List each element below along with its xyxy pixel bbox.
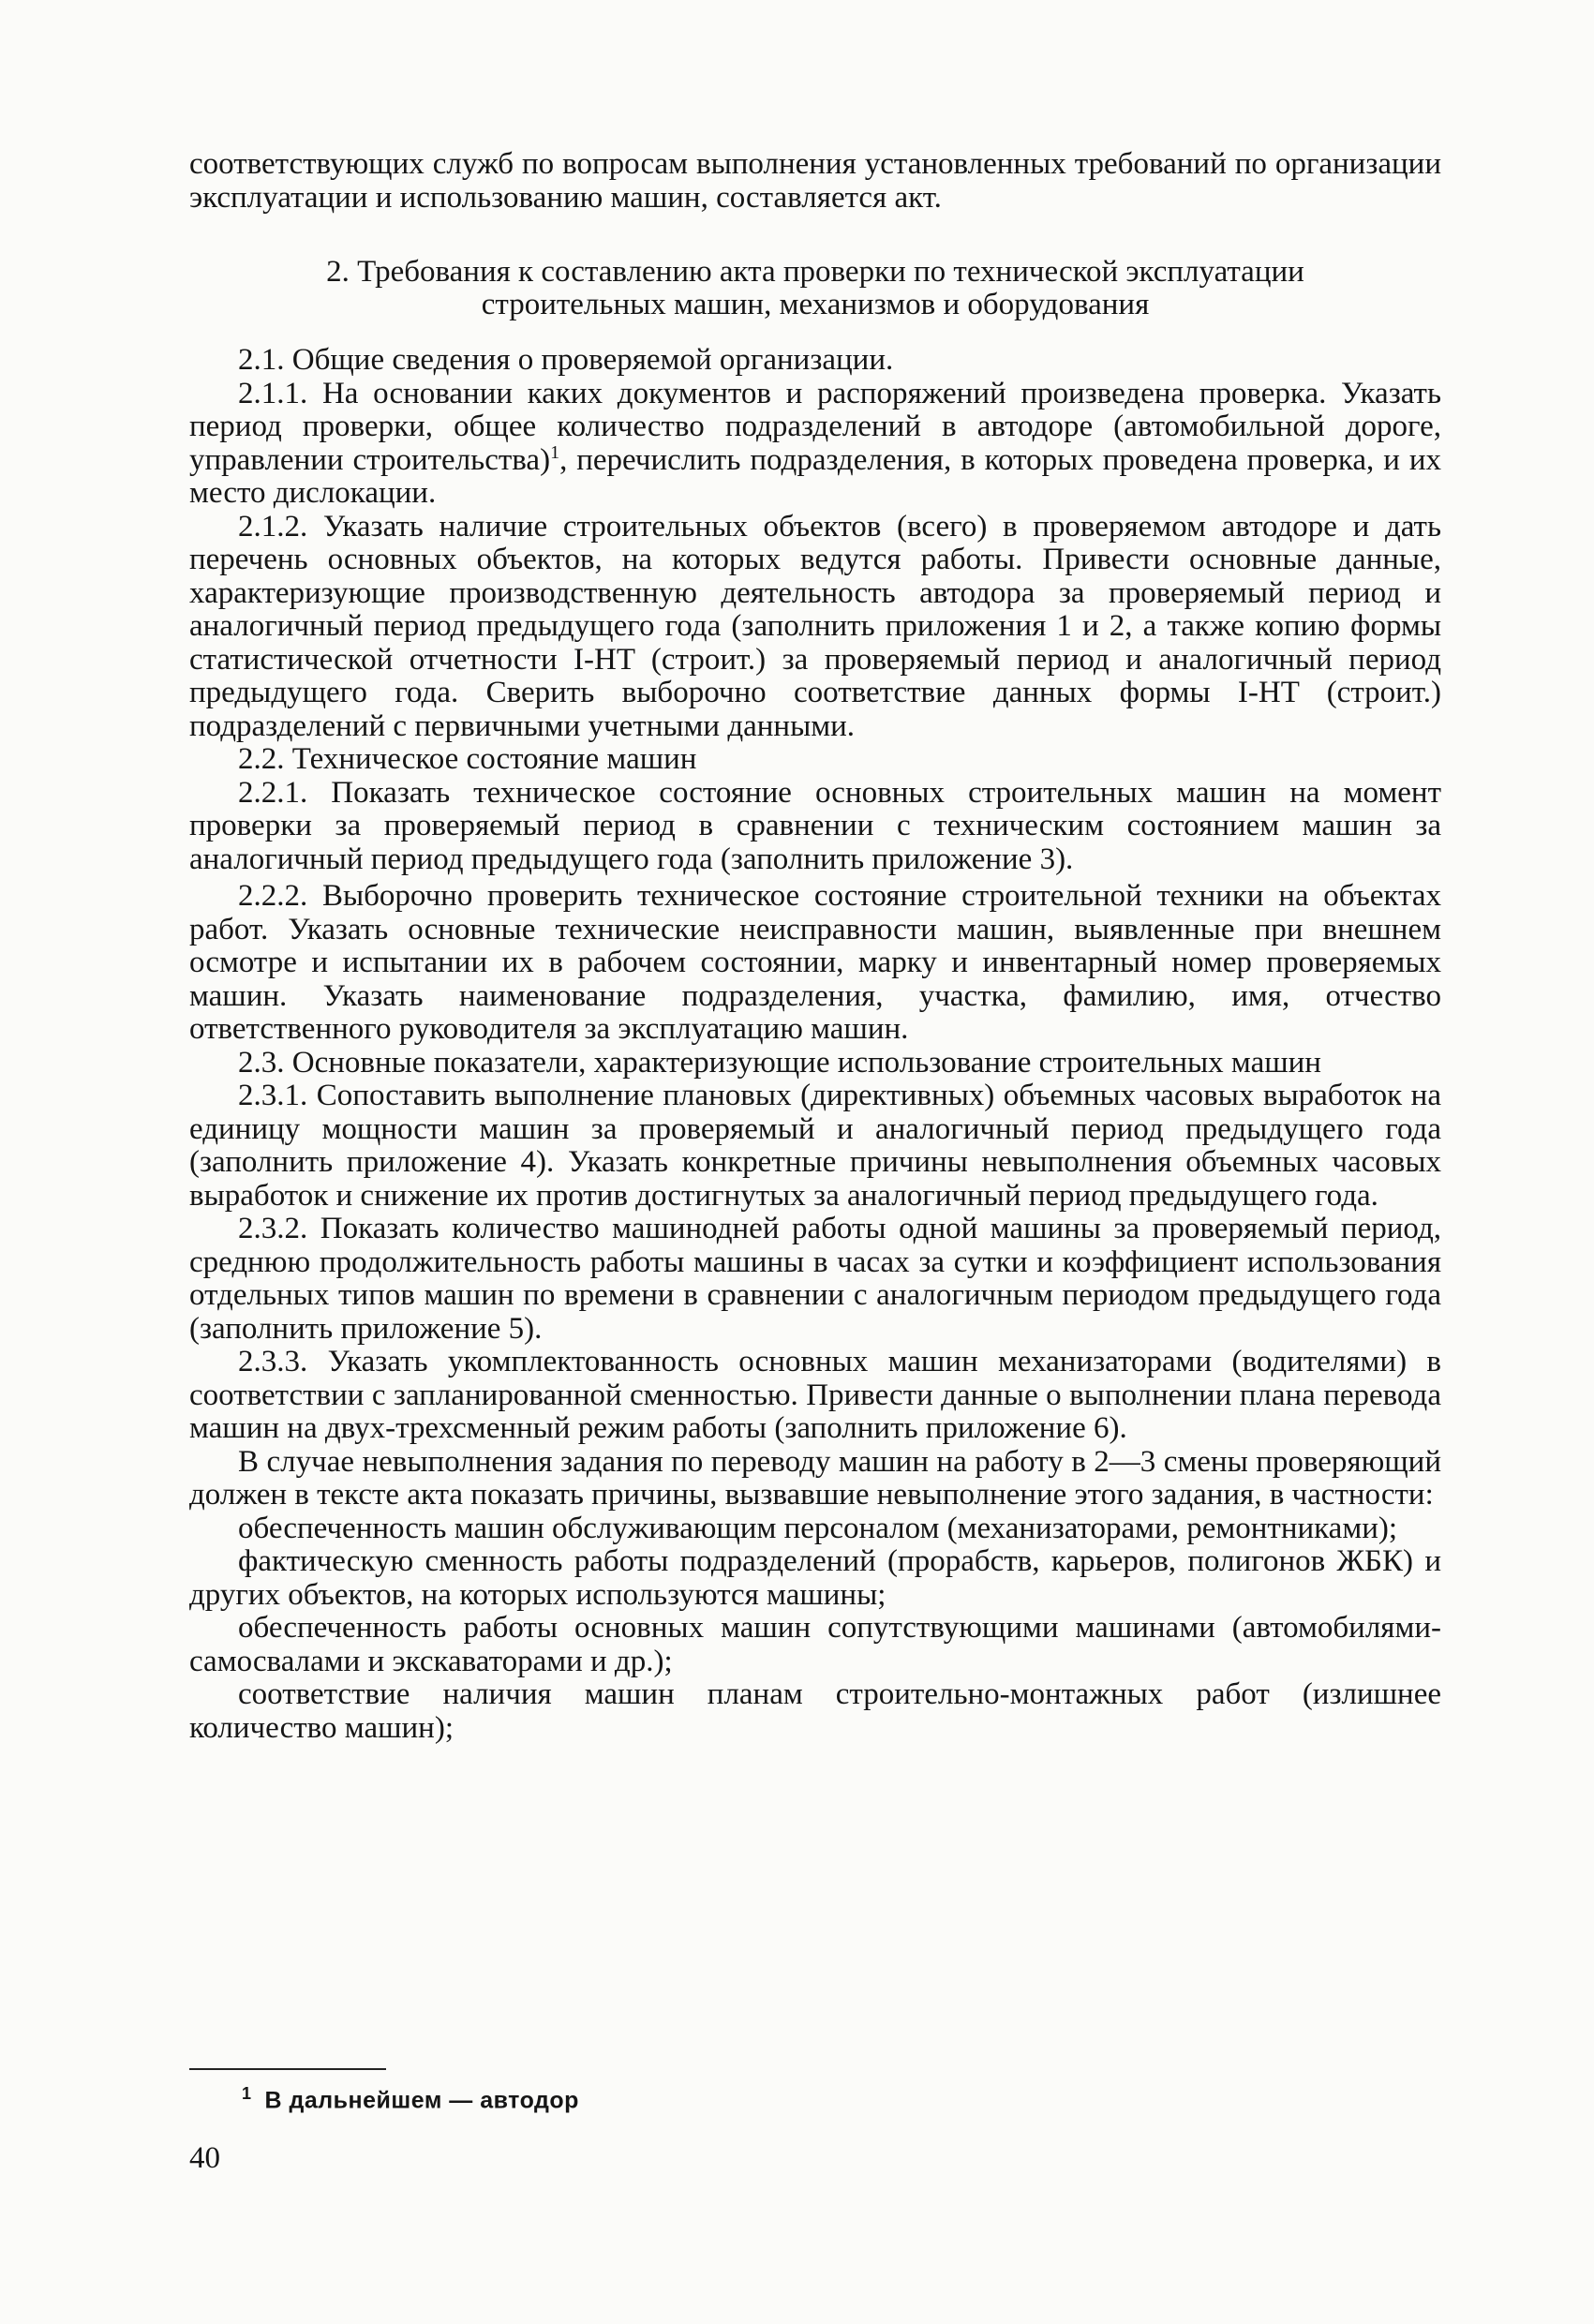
paragraph-2-1-1-part-a: 2.1.1. На основании каких документов и распоряжений произведена проверка. Указать период проверки, общее количество подразделений в автодоре (автомобильной дороге, управлении строительства) [189,376,1441,477]
paragraph-2-1-1-part-b: , перечислить подразделения, в которых проведена проверка, и их место дислокации. [189,442,1441,510]
paragraph-2-3-2: 2.3.2. Показать количество машинодней работы одной машины за проверяемый период, среднюю продолжительность работы машины в часах за сутки и коэффициент использования отдельных типов машин по времени в сравнении с аналогичным периодом предыдущего года (заполнить приложение 5). [189,1212,1441,1346]
footnote-reference: 1 [550,441,560,463]
footnote-divider [189,2068,386,2070]
section-heading-line-2: строительных машин, механизмов и оборудования [481,288,1150,321]
paragraph-2-3-1: 2.3.1. Сопоставить выполнение плановых (директивных) объемных часовых выработок на единицу мощности машин за проверяемый и аналогичный период предыдущего года (заполнить приложение 4). Указать конкретные причины невыполнения объемных часовых выработок и снижение их против достигнутых за аналогичный период предыдущего года. [189,1079,1441,1213]
paragraph-2-1-1 [189,378,1441,511]
page-number: 40 [189,2141,220,2175]
footnote-mark: 1 [242,2084,252,2103]
paragraph-case: В случае невыполнения задания по переводу машин на работу в 2—3 смены проверяющий должен в тексте акта показать причины, вызвавшие невыполнение этого задания, в частности: [189,1444,1441,1512]
list-item-2: фактическую сменность работы подразделений (прорабств, карьеров, полигонов ЖБК) и других объектов, на которых используются машины; [189,1544,1441,1612]
footnote [242,2084,579,2114]
list-item-1: обеспеченность машин обслуживающим персоналом (механизаторами, ремонтниками); [238,1511,1398,1545]
paragraph-2-1-2: 2.1.2. Указать наличие строительных объектов (всего) в проверяемом автодоре и дать перечень основных объектов, на которых ведутся работы. Привести основные данные, характеризующие производственную деятельность автодора за проверяемый период и аналогичный период предыдущего года (заполнить приложения 1 и 2, а также копию формы статистической отчетности I-HT (строит.) за проверяемый период и аналогичный период предыдущего года. Сверить выборочно соответствие данных формы I-HT (строит.) подразделений с первичными учетными данными. [189,509,1441,743]
section-heading [246,256,1385,321]
list-item-3: обеспеченность работы основных машин сопутствующими машинами (автомобилями-самосвалами и экскаваторами и др.); [189,1611,1441,1678]
paragraph-2-2-1: 2.2.1. Показать техническое состояние основных строительных машин на момент проверки за проверяемый период в сравнении с техническим состоянием машин за аналогичный период предыдущего года (заполнить приложение 3). [189,775,1441,876]
intro-paragraph: соответствующих служб по вопросам выполнения установленных требований по организации эксплуатации и использованию машин, составляется акт. [189,147,1441,215]
paragraph-2-2: 2.2. Техническое состояние машин [238,742,697,776]
paragraph-2-3: 2.3. Основные показатели, характеризующие использование строительных машин [238,1045,1321,1080]
paragraph-2-1: 2.1. Общие сведения о проверяемой организации. [238,343,894,377]
page-body [189,148,1441,1745]
section-heading-line-1: 2. Требования к составлению акта проверки по технической эксплуатации [326,255,1304,289]
list-item-4: соответствие наличия машин планам строительно-монтажных работ (излишнее количество машин); [189,1677,1441,1745]
footnote-text: В дальнейшем — автодор [264,2087,579,2114]
paragraph-2-2-2: 2.2.2. Выборочно проверить техническое состояние строительной техники на объектах работ. Указать основные технические неисправности машин, выявленные при внешнем осмотре и испытании их в рабочем состоянии, марку и инвентарный номер проверяемых машин. Указать наименование подразделения, участка, фамилию, имя, отчество ответственного руководителя за эксплуатацию машин. [189,879,1441,1046]
paragraph-2-3-3: 2.3.3. Указать укомплектованность основных машин механизаторами (водителями) в соответствии с запланированной сменностью. Привести данные о выполнении плана перевода машин на двух-трехсменный режим работы (заполнить приложение 6). [189,1345,1441,1445]
